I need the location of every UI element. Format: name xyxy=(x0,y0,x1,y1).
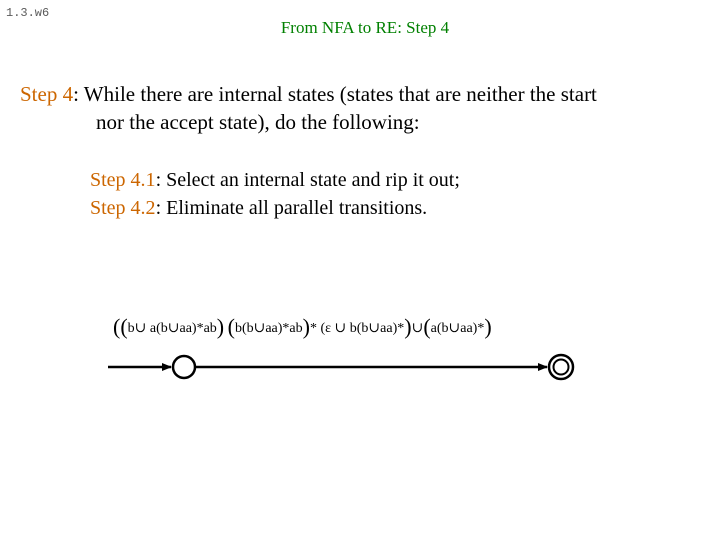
substep-4-2-label: Step 4.2 xyxy=(90,197,156,219)
regex-paren-close-4: ) xyxy=(484,314,492,339)
step-4-text-line1: : While there are internal states (states that are neither the start xyxy=(73,82,597,106)
slide-number: 1.3.w6 xyxy=(6,6,50,20)
step-4-label: Step 4 xyxy=(20,82,74,106)
regex-union: ∪ xyxy=(411,321,424,336)
regex-part-2: b(b∪aa)*ab xyxy=(234,321,303,336)
slide-title: From NFA to RE: Step 4 xyxy=(280,18,450,37)
regex-part-5: a(b∪aa)* xyxy=(430,321,485,336)
substep-4-2-text: : Eliminate all parallel transitions. xyxy=(155,197,428,219)
regex-paren-open-1: (( xyxy=(113,314,128,339)
start-state xyxy=(173,356,195,378)
substep-4-1-label: Step 4.1 xyxy=(90,169,156,191)
step-4-text-line2: nor the accept state), do the following: xyxy=(96,110,420,134)
accept-state-inner-ring xyxy=(554,360,569,375)
regex-paren-open-2: ( xyxy=(227,314,235,339)
regex-paren-close-2: ) xyxy=(302,314,310,339)
regex-part-3: * ( xyxy=(309,321,326,336)
substep-4-1-text: : Select an internal state and rip it out; xyxy=(155,169,460,191)
regex-paren-close-1: ) xyxy=(216,314,225,339)
regex-part-4: ε ∪ b(b∪aa)* xyxy=(325,321,405,336)
regex-paren-open-4: ( xyxy=(423,314,431,339)
regex-paren-close-3: ) xyxy=(404,314,412,339)
regex-part-1: b∪ a(b∪aa)*ab xyxy=(127,321,217,336)
